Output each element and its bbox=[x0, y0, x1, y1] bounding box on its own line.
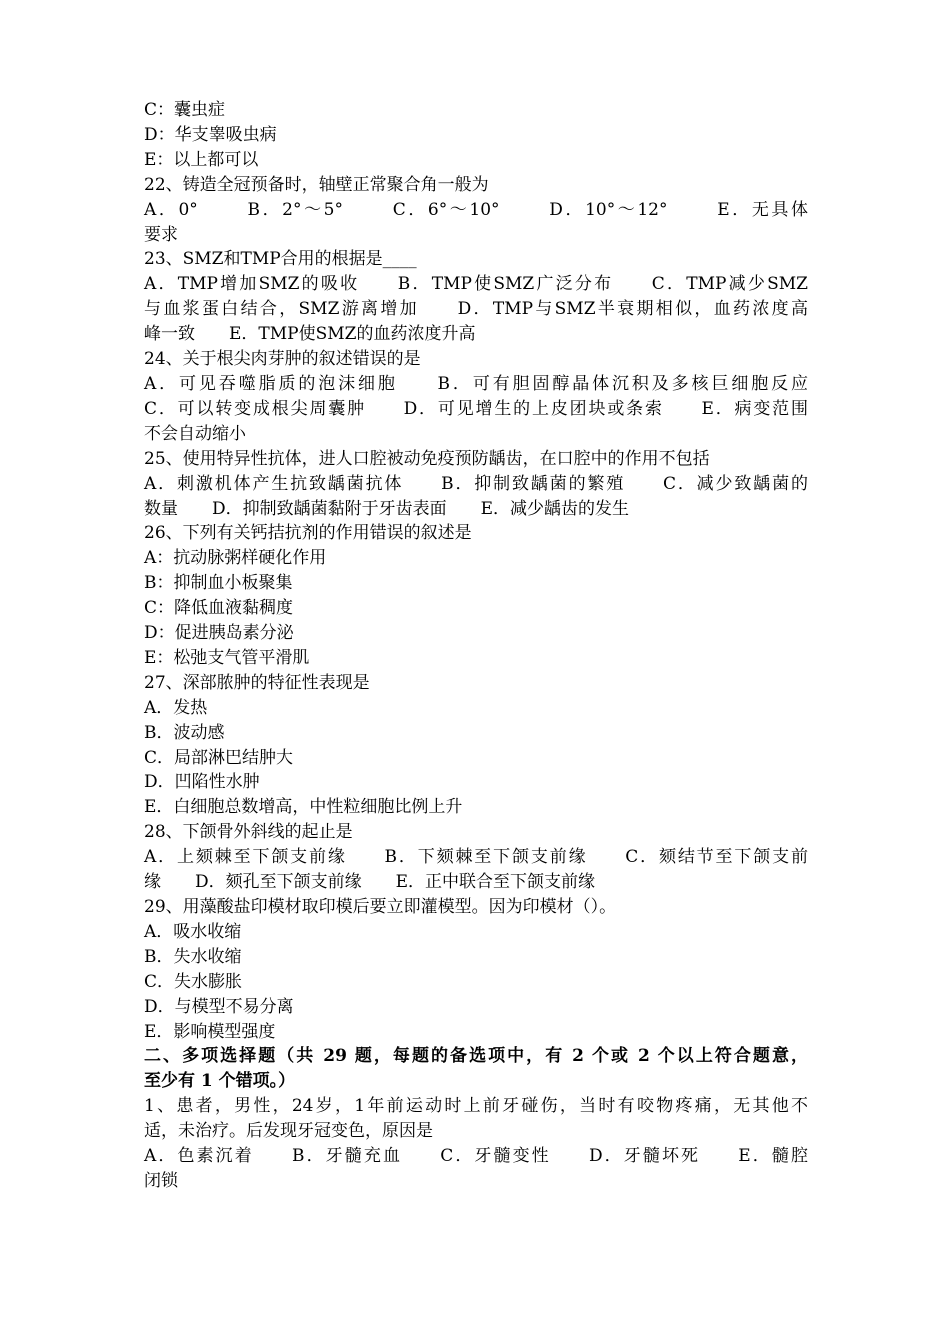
option-line: A：抗动脉粥样硬化作用 bbox=[144, 548, 327, 569]
options-line: A．可见吞噬脂质的泡沫细胞 B．可有胆固醇晶体沉积及多核巨细胞反应 bbox=[144, 373, 808, 394]
options-line: 闭锁 bbox=[144, 1170, 178, 1191]
section-heading: 二、多项选择题（共 29 题，每题的备选项中，有 2 个或 2 个以上符合题意， bbox=[144, 1046, 808, 1067]
options-line: A．色素沉着 B．牙髓充血 C．牙髓变性 D．牙髓坏死 E．髓腔 bbox=[144, 1146, 808, 1167]
option-line: D．凹陷性水肿 bbox=[144, 772, 260, 793]
option-line: B．波动感 bbox=[144, 722, 225, 743]
options-line: 要求 bbox=[144, 224, 178, 245]
option-line: B：抑制血小板聚集 bbox=[144, 573, 293, 594]
document-page bbox=[144, 98, 808, 1194]
options-line: 峰一致 E．TMP使SMZ的血药浓度升高 bbox=[144, 324, 476, 345]
question-24: 24、关于根尖肉芽肿的叙述错误的是 bbox=[144, 349, 421, 370]
options-line: A．上颏棘至下颌支前缘 B．下颏棘至下颌支前缘 C．颏结节至下颌支前 bbox=[144, 847, 808, 868]
options-line: 不会自动缩小 bbox=[144, 423, 246, 444]
option-line: E：松弛支气管平滑肌 bbox=[144, 647, 310, 668]
option-line: B．失水收缩 bbox=[144, 946, 242, 967]
options-line: A．0° B．2°～5° C．6°～10° D．10°～12° E．无具体 bbox=[144, 199, 808, 220]
question-28: 28、下颌骨外斜线的起止是 bbox=[144, 822, 353, 843]
option-line: C．局部淋巴结肿大 bbox=[144, 747, 294, 768]
question-1: 1、患者，男性，24岁，1年前运动时上前牙碰伤，当时有咬物疼痛，无其他不 bbox=[144, 1096, 808, 1117]
option-line: A．吸水收缩 bbox=[144, 921, 242, 942]
question-26: 26、下列有关钙拮抗剂的作用错误的叙述是 bbox=[144, 523, 472, 544]
option-line: A．发热 bbox=[144, 697, 208, 718]
options-line: C．可以转变成根尖周囊肿 D．可见增生的上皮团块或条索 E．病变范围 bbox=[144, 398, 808, 419]
question-23: 23、SMZ和TMP合用的根据是____ bbox=[144, 249, 417, 270]
options-line: A．TMP增加SMZ的吸收 B．TMP使SMZ广泛分布 C．TMP减少SMZ bbox=[144, 274, 808, 295]
option-line: E．白细胞总数增高，中性粒细胞比例上升 bbox=[144, 797, 463, 818]
options-line: 数量 D．抑制致龋菌黏附于牙齿表面 E．减少龋齿的发生 bbox=[144, 498, 630, 519]
question-25: 25、使用特异性抗体，进人口腔被动免疫预防龋齿，在口腔中的作用不包括 bbox=[144, 448, 710, 469]
options-line: 与血浆蛋白结合，SMZ游离增加 D．TMP与SMZ半衰期相似，血药浓度高 bbox=[144, 299, 808, 320]
question-29: 29、用藻酸盐印模材取印模后要立即灌模型。因为印模材（）。 bbox=[144, 897, 617, 917]
option-line: E．影响模型强度 bbox=[144, 1021, 276, 1042]
option-line: D．与模型不易分离 bbox=[144, 996, 294, 1017]
option-line: C．失水膨胀 bbox=[144, 971, 243, 992]
option-line: C：降低血液黏稠度 bbox=[144, 598, 294, 619]
options-line: 缘 D．颏孔至下颌支前缘 E．正中联合至下颌支前缘 bbox=[144, 872, 596, 893]
question-1: 适，未治疗。后发现牙冠变色，原因是 bbox=[144, 1121, 433, 1142]
option-line: D：促进胰岛素分泌 bbox=[144, 623, 294, 644]
question-22: 22、铸造全冠预备时，轴壁正常聚合角一般为 bbox=[144, 174, 489, 195]
option-line: C：囊虫症 bbox=[144, 100, 226, 120]
option-line: E：以上都可以 bbox=[144, 149, 259, 170]
section-heading: 至少有 1 个错项。） bbox=[144, 1071, 296, 1092]
options-line: A．刺激机体产生抗致龋菌抗体 B．抑制致龋菌的繁殖 C．减少致龋菌的 bbox=[144, 473, 808, 494]
option-line: D：华支睾吸虫病 bbox=[144, 124, 277, 145]
question-27: 27、深部脓肿的特征性表现是 bbox=[144, 672, 370, 693]
